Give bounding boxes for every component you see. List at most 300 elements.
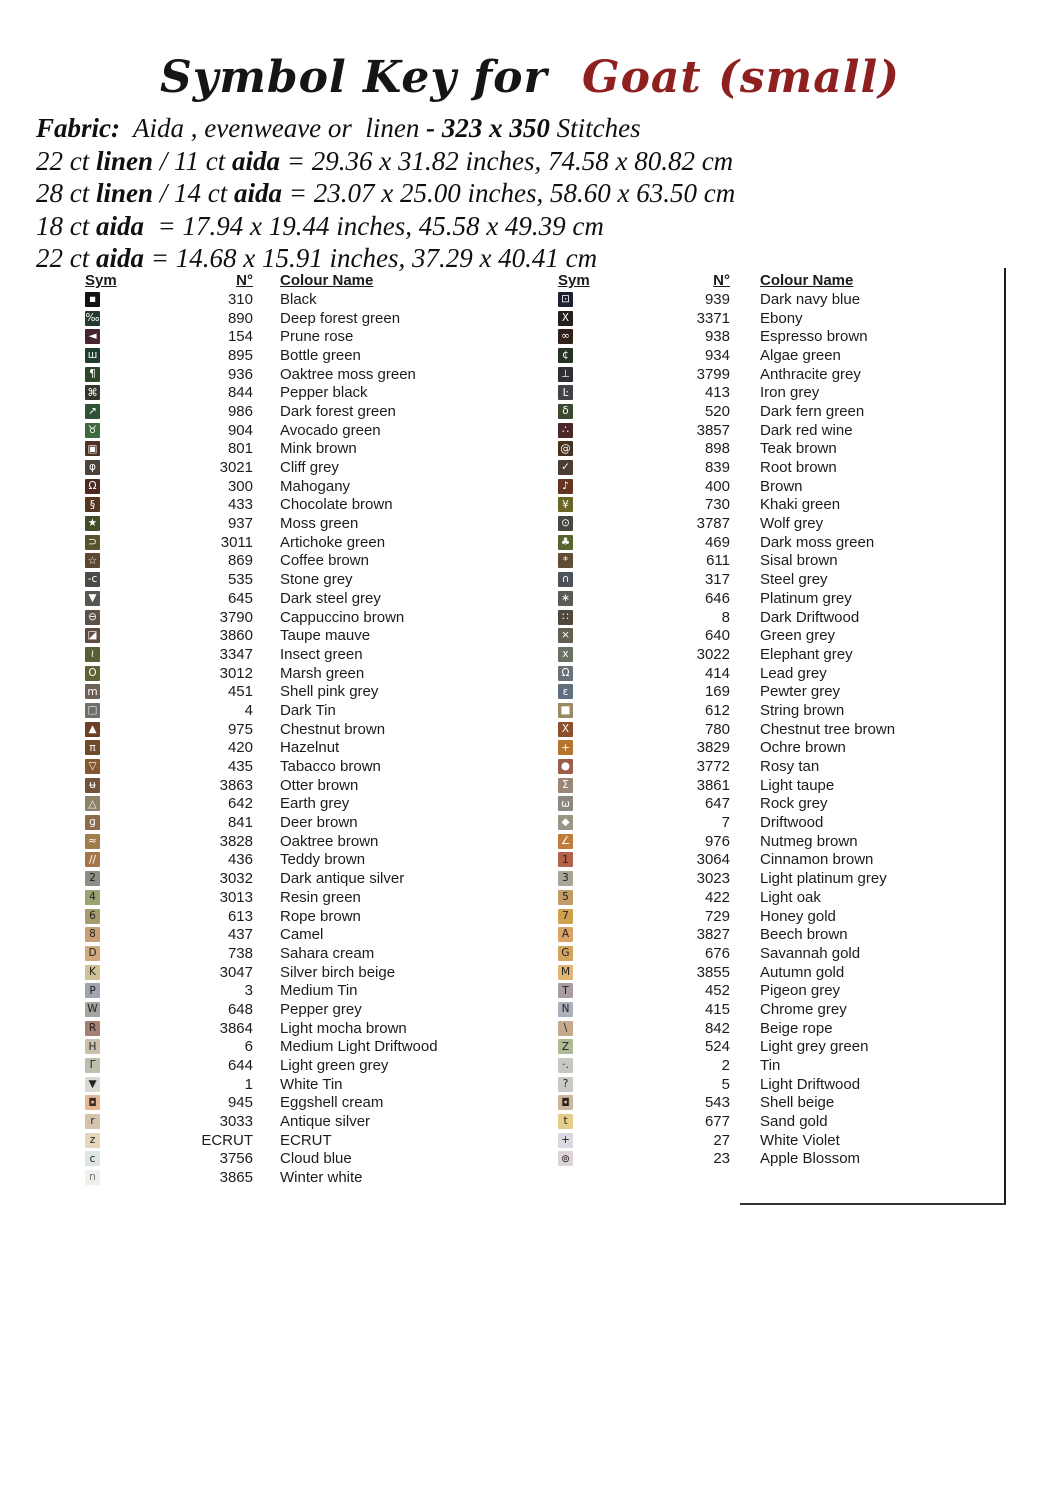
thread-number: 3863 [219, 776, 253, 794]
stitch-symbol-swatch: H [85, 1039, 100, 1054]
colour-name: Camel [280, 926, 324, 944]
thread-number: 976 [704, 832, 730, 850]
thread-number: 3347 [219, 645, 253, 663]
symbol-row [558, 496, 998, 515]
thread-number: 300 [227, 477, 253, 495]
stitch-symbol-swatch: ∗ [558, 591, 573, 606]
colour-name: Light taupe [760, 776, 835, 794]
colour-name: Beech brown [760, 926, 848, 944]
stitch-symbol-swatch: T [558, 983, 573, 998]
thread-number: 640 [704, 627, 730, 645]
stitch-symbol-swatch: ⊙ [558, 516, 573, 531]
stitch-symbol-swatch: Γ [85, 1058, 100, 1073]
thread-number: 437 [227, 926, 253, 944]
stitch-symbol-swatch: □ [85, 703, 100, 718]
stitch-symbol-swatch: r [85, 1114, 100, 1129]
colour-name: Medium Light Driftwood [280, 1038, 438, 1056]
thread-number: 936 [227, 365, 253, 383]
thread-number: 3787 [696, 515, 730, 533]
stitch-symbol-swatch: 4 [85, 890, 100, 905]
thread-number: 23 [713, 1150, 730, 1168]
colour-name: Tin [760, 1057, 781, 1075]
stitch-symbol-swatch: ● [558, 759, 573, 774]
symbol-row [558, 421, 998, 440]
colour-name: Light Driftwood [760, 1075, 861, 1093]
thread-number: 8 [721, 608, 730, 626]
symbol-row [558, 1075, 998, 1094]
thread-number: 676 [704, 944, 730, 962]
symbol-row [558, 309, 998, 328]
colour-name: Root brown [760, 459, 837, 477]
symbol-row [85, 776, 525, 795]
stitch-symbol-swatch: ‰ [85, 311, 100, 324]
thread-number: 3 [244, 982, 253, 1000]
thread-number: 3860 [219, 627, 253, 645]
stitch-symbol-swatch: 6 [85, 909, 100, 924]
colour-name: Avocado green [280, 421, 381, 439]
stitch-symbol-swatch: Z [558, 1039, 573, 1054]
colour-name: Espresso brown [760, 328, 868, 346]
colour-name: Elephant grey [760, 645, 853, 663]
thread-number: 3011 [220, 533, 253, 551]
colour-name: Earth grey [280, 795, 350, 813]
thread-number: 5 [721, 1075, 730, 1093]
stitch-symbol-swatch: ■ [558, 703, 573, 718]
thread-number: 3033 [219, 1113, 253, 1131]
page-title [0, 52, 1060, 103]
symbol-row [558, 907, 998, 926]
stitch-symbol-swatch: △ [85, 796, 100, 811]
symbol-row [558, 813, 998, 832]
column-header-row [85, 271, 525, 290]
symbol-key-column-right [558, 271, 998, 1168]
symbol-row [558, 1038, 998, 1057]
column-header-num: N° [713, 272, 730, 289]
symbol-row [85, 458, 525, 477]
thread-number: 433 [227, 496, 253, 514]
colour-name: Pepper black [280, 384, 368, 402]
thread-number: 3023 [696, 870, 730, 888]
colour-name: Deep forest green [280, 309, 401, 327]
symbol-row [85, 739, 525, 758]
stitch-symbol-swatch: ▣ [85, 441, 100, 456]
stitch-symbol-swatch: ◘ [558, 1095, 573, 1110]
symbol-row [558, 402, 998, 421]
stitch-symbol-swatch: ☆ [85, 553, 100, 568]
thread-number: 535 [227, 571, 253, 589]
colour-name: Green grey [760, 627, 836, 645]
colour-name: Chrome grey [760, 1000, 847, 1018]
thread-number: 938 [704, 328, 730, 346]
symbol-row [85, 365, 525, 384]
colour-name: Oaktree brown [280, 832, 379, 850]
thread-number: 975 [227, 720, 253, 738]
symbol-row [85, 421, 525, 440]
thread-number: 3021 [219, 459, 253, 477]
thread-number: 934 [704, 346, 730, 364]
thread-number: 520 [704, 402, 730, 420]
stitch-symbol-swatch: * [558, 553, 573, 568]
symbol-row [85, 1056, 525, 1075]
colour-name: Chestnut tree brown [760, 720, 896, 738]
symbol-row [558, 290, 998, 309]
colour-name: Dark antique silver [280, 870, 405, 888]
thread-number: 3861 [696, 776, 730, 794]
stitch-symbol-swatch: 2 [85, 871, 100, 886]
symbol-row [85, 327, 525, 346]
colour-name: String brown [760, 701, 845, 719]
thread-number: 3790 [219, 608, 253, 626]
thread-number: 3829 [696, 739, 730, 757]
colour-name: Khaki green [760, 496, 841, 514]
stitch-symbol-swatch: 5 [558, 890, 573, 905]
thread-number: 3772 [696, 758, 730, 776]
stitch-symbol-swatch: n [85, 1170, 100, 1185]
stitch-symbol-swatch: G [558, 946, 573, 961]
symbol-row [85, 309, 525, 328]
symbol-row [85, 290, 525, 309]
thread-number: 647 [704, 795, 730, 813]
thread-number: 986 [227, 402, 253, 420]
stitch-symbol-swatch: ▲ [85, 722, 100, 737]
stitch-symbol-swatch: ⊡ [558, 292, 573, 307]
symbol-row [558, 645, 998, 664]
stitch-symbol-swatch: 1 [558, 852, 573, 867]
colour-name: Sisal brown [760, 552, 838, 570]
colour-name: Insect green [280, 645, 363, 663]
thread-number: 613 [227, 907, 253, 925]
symbol-row [558, 533, 998, 552]
symbol-row [558, 440, 998, 459]
stitch-symbol-swatch: ♣ [558, 535, 573, 550]
symbol-row [558, 1000, 998, 1019]
thread-number: 7 [721, 814, 730, 832]
thread-number: 644 [227, 1057, 253, 1075]
symbol-row [558, 963, 998, 982]
colour-name: Sand gold [760, 1113, 828, 1131]
symbol-row [558, 944, 998, 963]
stitch-symbol-swatch: + [558, 1133, 573, 1148]
colour-name: Rope brown [280, 907, 361, 925]
symbol-row [558, 458, 998, 477]
colour-name: Anthracite grey [760, 365, 861, 383]
colour-name: Teddy brown [280, 851, 366, 869]
thread-number: 169 [704, 683, 730, 701]
symbol-row [85, 1000, 525, 1019]
thread-number: 310 [227, 290, 253, 308]
symbol-row [85, 626, 525, 645]
thread-number: 1 [244, 1075, 253, 1093]
symbol-row [558, 1056, 998, 1075]
stitch-symbol-swatch: ⌘ [85, 385, 100, 400]
thread-number: 469 [704, 533, 730, 551]
colour-name: Wolf grey [760, 515, 824, 533]
stitch-symbol-swatch: N [558, 1002, 573, 1017]
colour-name: Platinum grey [760, 589, 852, 607]
symbol-row [558, 795, 998, 814]
stitch-symbol-swatch: A [558, 927, 573, 942]
thread-number: 3864 [219, 1019, 253, 1037]
symbol-row [85, 440, 525, 459]
thread-number: 730 [704, 496, 730, 514]
colour-name: Dark moss green [760, 533, 875, 551]
stitch-symbol-swatch: ◄ [85, 329, 100, 344]
stitch-symbol-swatch: ε [558, 684, 573, 699]
thread-number: 646 [704, 589, 730, 607]
symbol-row [558, 626, 998, 645]
thread-number: 452 [704, 982, 730, 1000]
symbol-row [558, 365, 998, 384]
colour-name: Lead grey [760, 664, 827, 682]
colour-name: Pepper grey [280, 1000, 362, 1018]
symbol-row [558, 383, 998, 402]
thread-number: 898 [704, 440, 730, 458]
stitch-symbol-swatch: \ [558, 1021, 573, 1036]
colour-name: Light platinum grey [760, 870, 887, 888]
colour-name: Pewter grey [760, 683, 841, 701]
colour-name: Steel grey [760, 571, 828, 589]
colour-name: Hazelnut [280, 739, 340, 757]
symbol-row [85, 1150, 525, 1169]
stitch-symbol-swatch: z [85, 1133, 100, 1148]
colour-name: Eggshell cream [280, 1094, 384, 1112]
stitch-symbol-swatch: ↗ [85, 404, 100, 419]
symbol-row [558, 514, 998, 533]
symbol-row [85, 682, 525, 701]
fabric-line: 22 ct linen / 11 ct aida = 29.36 x 31.82 inches, 74.58 x 80.82 cm [36, 145, 734, 176]
colour-name: Dark Driftwood [760, 608, 860, 626]
stitch-symbol-swatch: ◘ [85, 1095, 100, 1110]
thread-number: 801 [227, 440, 253, 458]
stitch-symbol-swatch: X [558, 722, 573, 737]
thread-number: 839 [704, 459, 730, 477]
symbol-row [558, 682, 998, 701]
symbol-row [558, 776, 998, 795]
thread-number: 400 [704, 477, 730, 495]
thread-number: 3022 [696, 645, 730, 663]
thread-number: 895 [227, 346, 253, 364]
fabric-line: 28 ct linen / 14 ct aida = 23.07 x 25.00 inches, 58.60 x 63.50 cm [36, 178, 736, 208]
stitch-symbol-swatch: c [85, 1151, 100, 1166]
colour-name: Algae green [760, 346, 841, 364]
stitch-symbol-swatch: ≀ [85, 647, 100, 662]
colour-name: Black [280, 290, 317, 308]
thread-number: 543 [704, 1094, 730, 1112]
thread-number: 645 [227, 589, 253, 607]
symbol-row [558, 608, 998, 627]
stitch-symbol-swatch: ω [558, 796, 573, 811]
column-header-name: Colour Name [280, 272, 374, 289]
colour-name: Savannah gold [760, 944, 861, 962]
symbol-row [85, 514, 525, 533]
stitch-symbol-swatch: W [85, 1002, 100, 1017]
thread-number: 422 [704, 888, 730, 906]
stitch-symbol-swatch: ▽ [85, 759, 100, 774]
colour-name: Deer brown [280, 814, 358, 832]
thread-number: 3857 [696, 421, 730, 439]
colour-name: Shell beige [760, 1094, 835, 1112]
symbol-row [85, 963, 525, 982]
symbol-row [85, 645, 525, 664]
colour-name: Light green grey [280, 1057, 389, 1075]
stitch-symbol-swatch: -c [85, 572, 100, 587]
symbol-row [558, 981, 998, 1000]
symbol-row [85, 1094, 525, 1113]
stitch-symbol-swatch: + [558, 740, 573, 755]
symbol-row [558, 1131, 998, 1150]
stitch-symbol-swatch: δ [558, 404, 573, 419]
colour-name: Oaktree moss green [280, 365, 416, 383]
thread-number: 842 [704, 1019, 730, 1037]
thread-number: 841 [227, 814, 253, 832]
stitch-symbol-swatch: ▼ [85, 591, 100, 606]
symbol-row [85, 1038, 525, 1057]
thread-number: 413 [704, 384, 730, 402]
stitch-symbol-swatch: ▪ [85, 292, 100, 307]
colour-name: Marsh green [280, 664, 365, 682]
stitch-symbol-swatch: 3 [558, 871, 573, 886]
thread-number: 677 [704, 1113, 730, 1131]
thread-number: 939 [704, 290, 730, 308]
stitch-symbol-swatch: ♪ [558, 479, 573, 494]
symbol-row [85, 533, 525, 552]
colour-name: Chestnut brown [280, 720, 386, 738]
stitch-symbol-swatch: Ω [85, 479, 100, 494]
symbol-row [558, 346, 998, 365]
stitch-symbol-swatch: Σ [558, 778, 573, 793]
stitch-symbol-swatch: ▼ [85, 1077, 100, 1092]
stitch-symbol-swatch: g [85, 815, 100, 830]
colour-name: Coffee brown [280, 552, 369, 570]
fabric-line: Fabric: Aida , evenweave or linen - 323 x 350 Stitches [36, 113, 641, 143]
symbol-row [558, 1150, 998, 1169]
colour-name: Rock grey [760, 795, 828, 813]
symbol-row [558, 327, 998, 346]
stitch-symbol-swatch: ✓ [558, 460, 573, 475]
symbol-row [85, 1112, 525, 1131]
thread-number: 27 [713, 1131, 730, 1149]
colour-name: Antique silver [280, 1113, 371, 1131]
symbol-row [85, 869, 525, 888]
stitch-symbol-swatch: P [85, 983, 100, 998]
symbol-row [85, 851, 525, 870]
thread-number: 436 [227, 851, 253, 869]
colour-name: Silver birch beige [280, 963, 396, 981]
colour-name: Apple Blossom [760, 1150, 861, 1168]
colour-name: Light mocha brown [280, 1019, 407, 1037]
thread-number: 3013 [219, 888, 253, 906]
symbol-row [85, 832, 525, 851]
symbol-row [85, 1168, 525, 1187]
stitch-symbol-swatch: x [558, 647, 573, 662]
colour-name: Stone grey [280, 571, 353, 589]
symbol-row [558, 851, 998, 870]
stitch-symbol-swatch: 8 [85, 927, 100, 942]
symbol-row [85, 981, 525, 1000]
thread-number: 2 [721, 1057, 730, 1075]
stitch-symbol-swatch: ⊚ [558, 1151, 573, 1166]
colour-name: Dark steel grey [280, 589, 381, 607]
colour-name: Artichoke green [280, 533, 386, 551]
thread-number: 420 [227, 739, 253, 757]
colour-name: Honey gold [760, 907, 836, 925]
thread-number: 3827 [696, 926, 730, 944]
stitch-symbol-swatch: ★ [85, 516, 100, 531]
symbol-row [85, 925, 525, 944]
symbol-row [558, 664, 998, 683]
colour-name: Prune rose [280, 328, 354, 346]
thread-number: 844 [227, 384, 253, 402]
symbol-row [558, 570, 998, 589]
stitch-symbol-swatch: ⊖ [85, 610, 100, 625]
stitch-symbol-swatch: 7 [558, 909, 573, 924]
colour-name: Brown [760, 477, 803, 495]
symbol-row [85, 589, 525, 608]
colour-name: Nutmeg brown [760, 832, 858, 850]
stitch-symbol-swatch: ◆ [558, 815, 573, 830]
symbol-row [558, 832, 998, 851]
thread-number: 648 [227, 1000, 253, 1018]
column-header-num: N° [236, 272, 253, 289]
stitch-symbol-swatch: m [85, 684, 100, 699]
colour-name: Sahara cream [280, 944, 375, 962]
colour-name: Rosy tan [760, 758, 820, 776]
colour-name: Iron grey [760, 384, 820, 402]
colour-name: Resin green [280, 888, 361, 906]
colour-name: Dark fern green [760, 402, 865, 420]
stitch-symbol-swatch: ·. [558, 1058, 573, 1073]
thread-number: 729 [704, 907, 730, 925]
symbol-row [85, 1131, 525, 1150]
column-header-sym: Sym [558, 272, 590, 289]
thread-number: 945 [227, 1094, 253, 1112]
stitch-symbol-swatch: π [85, 740, 100, 755]
stitch-symbol-swatch: ? [558, 1077, 573, 1092]
colour-name: Driftwood [760, 814, 824, 832]
thread-number: 524 [704, 1038, 730, 1056]
stitch-symbol-swatch: × [558, 628, 573, 643]
stitch-symbol-swatch: Ŀ [558, 385, 573, 400]
stitch-symbol-swatch: @ [558, 441, 573, 456]
symbol-row [558, 869, 998, 888]
symbol-row [558, 701, 998, 720]
symbol-row [85, 1019, 525, 1038]
colour-name: Autumn gold [760, 963, 845, 981]
symbol-key-column-left [85, 271, 525, 1187]
thread-number: 3855 [696, 963, 730, 981]
symbol-row [85, 813, 525, 832]
stitch-symbol-swatch: // [85, 852, 100, 867]
thread-number: ECRUT [201, 1131, 253, 1149]
colour-name: Dark red wine [760, 421, 853, 439]
thread-number: 3047 [219, 963, 253, 981]
stitch-symbol-swatch: ⊥ [558, 367, 573, 382]
stitch-symbol-swatch: t [558, 1114, 573, 1129]
symbol-row [558, 757, 998, 776]
stitch-symbol-swatch: O [85, 666, 100, 681]
colour-name: Dark navy blue [760, 290, 861, 308]
symbol-row [558, 720, 998, 739]
stitch-symbol-swatch: ∷ [558, 610, 573, 625]
table-bottom-border [740, 1203, 1005, 1205]
colour-name: Bottle green [280, 346, 361, 364]
symbol-row [558, 1019, 998, 1038]
thread-number: 415 [704, 1000, 730, 1018]
thread-number: 611 [706, 552, 730, 570]
thread-number: 3799 [696, 365, 730, 383]
thread-number: 612 [704, 701, 730, 719]
colour-name: White Violet [760, 1131, 840, 1149]
